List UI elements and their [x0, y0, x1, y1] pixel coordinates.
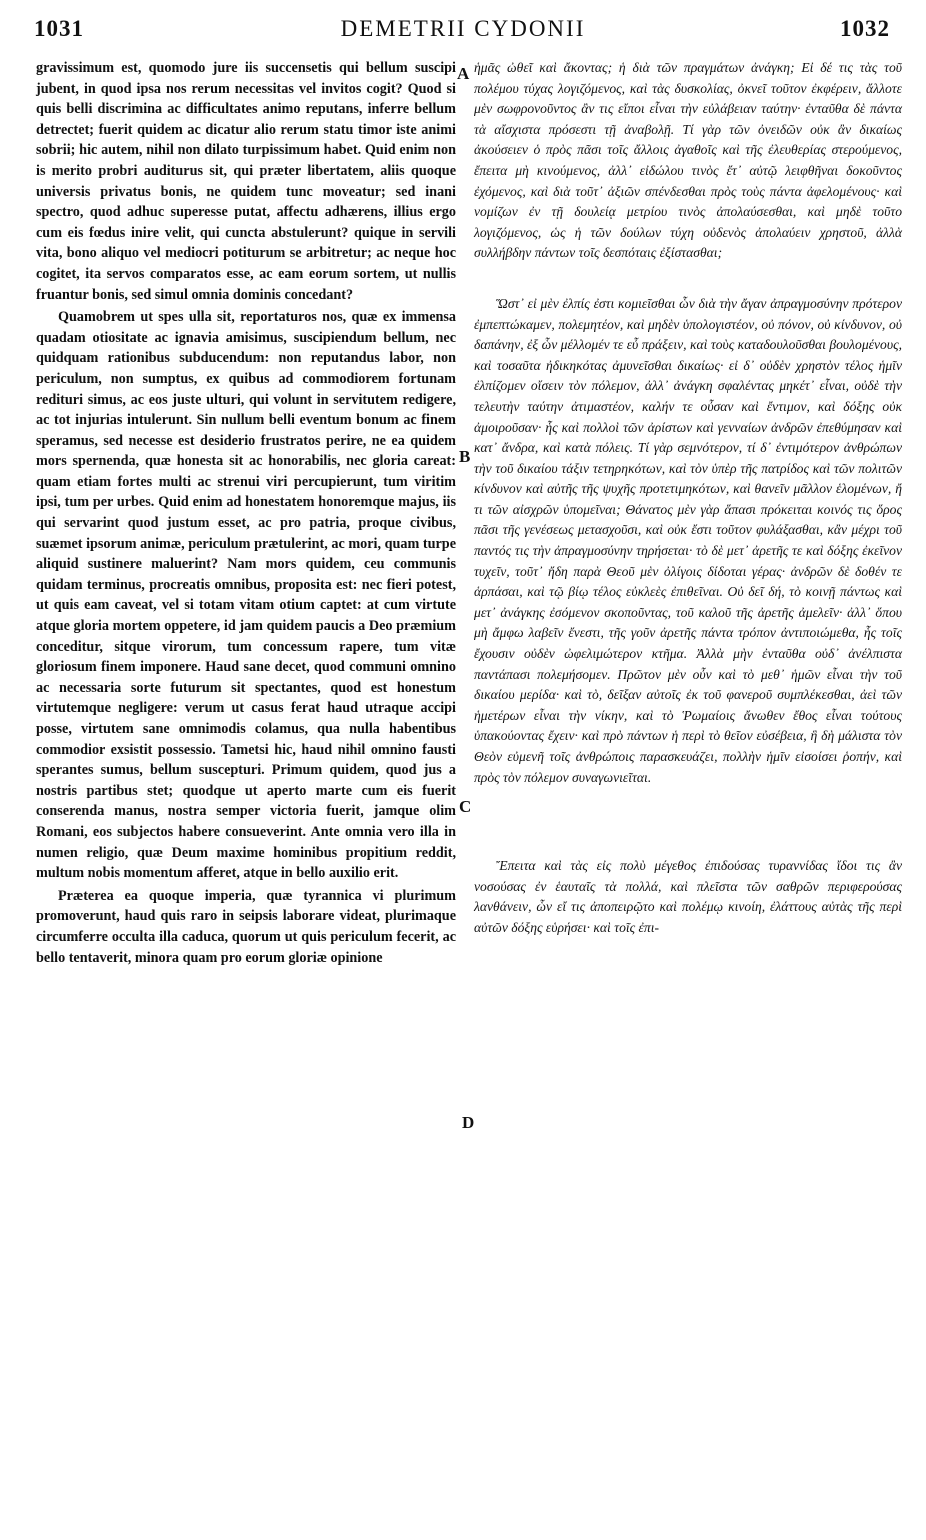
greek-paragraph-3: Ἔπειτα καὶ τὰς εἰς πολὺ μέγεθος ἐπιδούσας τυραννίδας ἴδοι τις ἂν νοσούσας ἐν ἑαυταῖς τὰ πολλά, καὶ πλεῖστα τῶν σαθρῶν περιφερούσας λανθάνειν, ὧν εἴ τις ἀποπειρῷτο καὶ πολέμῳ κινοίη, ἐλάττους αὐτὰς τῆς περὶ αὐτῶν δόξης εὑρήσει· καὶ τοῖς ἐπι- [474, 858, 902, 935]
latin-paragraph-3: Præterea ea quoque imperia, quæ tyrannica vi plurimum promoverunt, haud quis raro in seipsis laborare videat, plurimaque circumferre occulta illa caduca, quorum ut quis periculum fecerit, ac bello tentaverit, minora quam pro eorum gloriæ opinione [36, 887, 456, 966]
greek-column [474, 58, 902, 939]
margin-marker-a: A [457, 64, 470, 83]
margin-marker-b: B [459, 447, 471, 466]
right-column-number: 1032 [840, 16, 890, 41]
greek-paragraph-2: Ὥστ᾽ εἰ μὲν ἐλπίς ἐστι κομιεῖσθαι ὧν διὰ τὴν ἄγαν ἀπραγμοσύνην πρότερον ἐμπεπτώκαμεν, πολεμητέον, καὶ μηδὲν ὑπολογιστέον, οὐ πόνον, οὐ κίνδυνον, οὐ δαπάνην, ἐξ ὧν μέλλομέν τε εὖ πράξειν, καὶ τοὺς καταδουλοῦσθαι βουλομένους, καὶ τοσαῦτα ἠδικηκότας ἀμυνεῖσθαι δικαίως· εἰ δ᾽ οὐδὲν χρηστὸν τέλος ἡμῖν ἐλπίζομεν οἴσειν τὸν πόλεμον, ἀλλ᾽ ἀνάγκη σφαλέντας μηκέτ᾽ εἶναι, οὐδὲ τὴν τελευτὴν ταύτην ἀτιμαστέον, καλήν τε οὖσαν καὶ ἔντιμον, καὶ δόξης οὐκ ἀμοιροῦσαν· ἧς καὶ πολλοὶ τῶν ἀρίστων καὶ γενναίων ἀνδρῶν ἐπεθύμησαν καὶ κατ᾽ ἄνδρα, καὶ κατὰ πόλεις. Τί γὰρ σεμνότερον, τί δ᾽ ἐντιμότερον ἀνθρώπων τὴν τοῦ δικαίου τάξιν τετηρηκότων, καὶ τὸν ὑπὲρ τῆς πατρίδος καὶ τῶν πολιτῶν κίνδυνον καὶ αὐτῆς τῆς ψυχῆς προτετιμηκότων, καὶ θανεῖν μᾶλλον ἑλομένων, ἤ τι τῶν αἰσχρῶν ὑπομεῖναι; Θάνατος μὲν γὰρ ἅπασι πρόκειται κοινός τις ὅρος πᾶσι τῆς γενέσεως μετασχοῦσι, καὶ οὐκ ἔστι τοῦτον φυλάξασθαι, κἂν μέχρι τοῦ παντός τις τὴν ἀπραγμοσύνην τηρήσεται· τὸ δὲ μετ᾽ ἀρετῆς τε καὶ δόξης ἐκεῖνον τυχεῖν, τοῦτ᾽ ἤδη παρὰ Θεοῦ μὲν ὀλίγοις δίδοται γέρας· ἀνδρῶν δὲ δοθέν τε ἁρπάσαι, καὶ τῷ βίῳ τέλος εὐκλεὲς ἐπιθεῖναι. Οὐ δεῖ δή, τὸ κοινῇ πάντως καὶ μετ᾽ ἀνάγκης ἐσόμενον σκοποῦντας, τοῦ καλοῦ τῆς ἀρετῆς ἀμελεῖν· ἀλλ᾽ ὅπου μὴ ἄμφω λαβεῖν ἔνεστι, τῆς γοῦν ἀρετῆς πάντα τρόπον ἀντιποιώμεθα, ἧς τοῖς ἔχουσιν οὐδὲν ὠφελιμώτερον κτῆμα. Ἀλλὰ μὴν ἐνταῦθα οὐδ᾽ ἀνέλπιστα παντάπασι πολεμήσομεν. Πρῶτον μὲν οὖν καὶ τὸ μεθ᾽ ἡμῶν εἶναι τὴν τοῦ δικαίου μερίδα· καὶ τὸ, δεῖξαν αὐτοῖς ἐκ τοῦ φανεροῦ συμπλέκεσθαι, ἀεὶ τῶν ἡμετέρων εἶναι τὴν νίκην, καὶ τὸ Ῥωμαίοις ἄνωθεν ἔθος εἶναι τούτους ὑπακούοντας ἔχειν· καὶ πρὸ πάντων ἡ περὶ τὸ θεῖον εὐσέβεια, ἣ δὴ μάλιστα τὸν Θεὸν εὐμενῆ τοῖς ἀνθρώποις παρασκευάζει, πολλὴν ἡμῖν εἰσοίσει ῥοπήν, καὶ πρὸς τὸν πόλεμον συναγωνιεῖται. [474, 295, 902, 785]
latin-column [36, 58, 456, 968]
latin-paragraph-1: gravissimum est, quomodo jure iis succensetis qui bellum suscipi jubent, in quod ipsa nos rerum necessitas vel invitos cogit? Quod si quis belli discrimina ac difficultates animo reputans, inferre bellum detrectet; fuerit quidem ac dicatur alio rerum statu timor iste animi sobrii; hic autem, nihil non dilato turpissimum habet. Quid enim non is merito probri auditurus sit, qui præter libertatem, aliis quoque universis privatus bonis, ne quidem tunc moveatur; sed inani spectro, quod adhuc superesse putat, affectu adhærens, illius ergo cum eis fœdus inire velit, qui cuncta abstulerunt? quique in servili vita, bono aliquo vel mediocri potiturum se arbitretur; ac neque hoc cogitet, ita servos comparatos esse, ac eam eorum sortem, ut nullis fruantur bonis, sed simul omnia dominis concedant? [36, 60, 456, 303]
latin-paragraph-2: Quamobrem ut spes ulla sit, reportaturos nos, quæ ex immensa quadam otiositate ac ignavia amisimus, suscipiendum bellum, nec quidquam rationibus subducendum: non reputandus labor, non periculum, non sumptus, ex quibus ad commodiorem fortunam redituri simus, ac eos juste ulturi, qui volunt in servitutem redigere, ac tot injurias intulerunt. Sin nullum belli eventum bonum ac finem speramus, sed necesse est desiderio frustratos perire, ne ea quidem mors spernenda, quæ honesta sit ac honorabilis, nec gloria careat: quam etiam fortes multi ac strenui viri percupierunt, tum viritim ipsi, tum per urbes. Quid enim ad honestatem honoremque majus, iis qui servarint quod justum esset, ac pro patria, proque civibus, suæmet ipsorum animæ, periculum prætulerint, ac mori, quam turpe aliquid sustinere maluerint? Nam mors quidem, ceu communis quidam terminus, procreatis omnibus, proposita est: nec fieri potest, ut quis eam caveat, vel si totam vitam otium captet: at cum virtute atque gloria mortem oppetere, id jam quidem paucis a Deo præmium conceditur, sitque virorum, tum concessum rapere, tum vitæ gloriosum finem imponere. Haud sane decet, quod communi omnino ac necessaria sorte futurum sit spectantes, quod est honestum virtutemque negligere: verum ut casus ferat haud utraque accipi posse, virtutem sane omnimodis colamus, qua nulla habentibus commodior exsistit possessio. Tametsi hic, haud nihil omnino fausti sperantes sumus, bellum suscepturi. Primum quidem, quod jus a nostris partibus stet; quodque ut aperto marte cum eis fuerit conserenda manus, nostra semper victoria fuerit, jamque olim Romani, eos subjectos habere consueverint. Ante omnia vero illa in numen religio, quæ Deum maxime hominibus propitium reddit, multum nobis momentum afferet, atque in bello auxilio erit. [36, 309, 456, 882]
margin-marker-d: D [462, 1113, 475, 1132]
left-column-number: 1031 [34, 16, 84, 41]
greek-paragraph-1: ἡμᾶς ὠθεῖ καὶ ἄκοντας; ἡ διὰ τῶν πραγμάτων ἀνάγκη; Εἰ δέ τις τὰς τοῦ πολέμου τύχας λογιζόμενος, καὶ τὰς δυσκολίας, ὀκνεῖ τοῦτον ἐκφέρειν, ἄλλοτε μὲν σωφρονοῦντος ἂν τις εἴποι εἶναι τὴν εὐλάβειαν ταύτην· ἐνταῦθα δὲ πάντα τὰ αἴσχιστα πρόσεστι τῇ ἀναβολῇ. Τί γὰρ τῶν ὀνειδῶν οὐκ ἂν δικαίως ἀκούσειεν ὁ πρὸς πᾶσι τοῖς ἄλλοις ἀγαθοῖς καὶ τῆς ἐλευθερίας στερούμενος, ἔπειτα μὴ κινούμενος, ἀλλ᾽ εἰδώλου τινὸς ἔτ᾽ αὐτῷ λειφθῆναι δοκοῦντος ἐχόμενος, καὶ διὰ τοῦτ᾽ ἀξιῶν σπένδεσθαι πρὸς τοὺς πάντα ἀφελομένους· καὶ νομίζων ἐν τῇ δουλείᾳ μετρίου τινὸς ἀπολαύσεσθαι, καὶ μηδὲ τοῦτο λογιζόμενος, ὡς ἡ τῶν δούλων τύχη οὐδενὸς ἀπολαύειν χρηστοῦ, ἀλλὰ συλλήβδην πάντων τοῖς δεσπόταις ἐξίστασθαι; [474, 60, 902, 261]
running-title: DEMETRII CYDONII [340, 16, 586, 41]
page-header [0, 6, 926, 46]
margin-marker-c: C [459, 797, 472, 816]
